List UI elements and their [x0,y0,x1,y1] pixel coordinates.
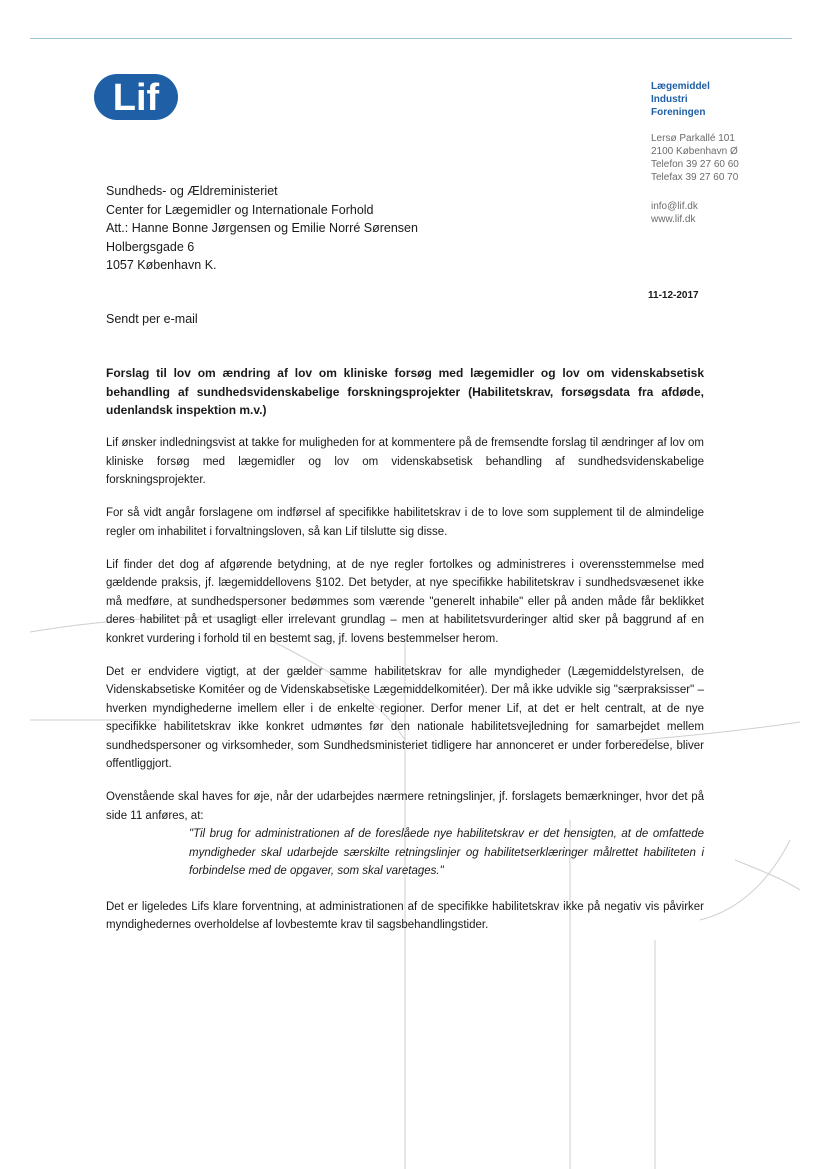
email-line: info@lif.dk [651,201,698,212]
fax-line: Telefax 39 27 60 70 [651,172,739,183]
address-line: Lersø Parkallé 101 [651,133,735,144]
phone-line: Telefon 39 27 60 60 [651,159,739,170]
quoted-text: "Til brug for administrationen af de foreslåede nye habilitetskrav er det hensigten, at de omfattede myndigheder skal udarbejde særskilte retningslinjer og habilitetserklæringer målrettet habiliteten i forbindelse med de opgaver, som skal varetages." [189,828,704,877]
letter-subject: Forslag til lov om ændring af lov om kliniske forsøg med lægemidler og lov om videnskabsetisk behandling af sundhedsvidenskabelige forskningsprojekter (Habilitetskrav, forsøgsdata fra afdøde, udenlandsk inspektion m.v.) [106,366,704,417]
body-paragraph: Det er endvidere vigtigt, at der gælder samme habilitetskrav for alle myndigheder (Lægemiddelstyrelsen, de Videnskabsetiske Komitéer og de Videnskabsetiske Lægemiddelkomitéer). Der må ikke udvikle sig "særpraksisser" – hverken myndighederne imellem eller i de enkelte regioner. Derfor mener Lif, at det er helt centralt, at de nye specifikke habilitetskrav ikke konkret udmøntes før den nationale habilitetsvejledning for samarbejdet mellem sundhedspersoner og virksomheder, som Sundhedsministeriet tidligere har annonceret er under forberedelse, bliver offentliggjort. [106,665,704,770]
body-paragraph: Ovenstående skal haves for øje, når der udarbejdes nærmere retningslinjer, jf. forslagets bemærkninger, hvor det på side 11 anføres, at: [106,791,704,822]
logo-text: Lif [112,77,160,119]
letter-body [106,364,704,949]
recipient-line: Att.: Hanne Bonne Jørgensen og Emilie Norré Sørensen [106,221,418,235]
recipient-line: Center for Lægemidler og Internationale Forhold [106,202,374,217]
org-name-line: Lægemiddel [651,81,710,92]
recipient-line: Holbergsgade 6 [106,239,195,254]
address-line: 2100 København Ø [651,146,738,157]
org-name-line: Foreningen [651,107,706,118]
sent-by-note: Sendt per e-mail [106,312,198,326]
recipient-line: 1057 København K. [106,258,217,272]
organization-address [651,132,739,184]
recipient-line: Sundheds- og Ældreministeriet [106,184,278,198]
organization-name [651,80,710,119]
website-line: www.lif.dk [651,214,696,225]
letter-date: 11-12-2017 [648,290,699,301]
organization-contact [651,200,698,226]
org-name-line: Industri [651,94,688,105]
body-paragraph: For så vidt angår forslagene om indførsel af specifikke habilitetskrav i de to love som supplement til de almindelige regler om inhabilitet i forvaltningsloven, så kan Lif tilslutte sig disse. [106,507,704,538]
body-paragraph: Lif ønsker indledningsvist at takke for muligheden for at kommentere på de fremsendte forslag til ændringer af lov om kliniske forsøg med lægemidler og lov om videnskabsetisk behandling af sundhedsvidenskabelige forskningsprojekter. [106,437,704,486]
lif-logo [94,74,178,120]
body-paragraph: Lif finder det dog af afgørende betydning, at de nye regler fortolkes og administreres i overensstemmelse med gældende praksis, jf. lægemiddellovens §102. Det betyder, at nye specifikke habilitetskrav i sundhedsvæsenet ikke må medføre, at sundhedspersoner bedømmes som værende "generelt inhabile" eller på anden måde får beklikket deres habilitet på et usagligt eller irrelevant grundlag – men at habilitetsvurderinger altid sker på baggrund af en konkret vurdering i forhold til en bestemt sag, jf. lovens bestemmelser herom. [106,558,704,645]
closing-paragraph: Det er ligeledes Lifs klare forventning, at administrationen af de specifikke habilitetskrav ikke på negativ vis påvirker myndighedernes overholdelse af lovbestemte krav til sagsbehandlingstider. [106,900,704,931]
recipient-address [106,182,418,275]
